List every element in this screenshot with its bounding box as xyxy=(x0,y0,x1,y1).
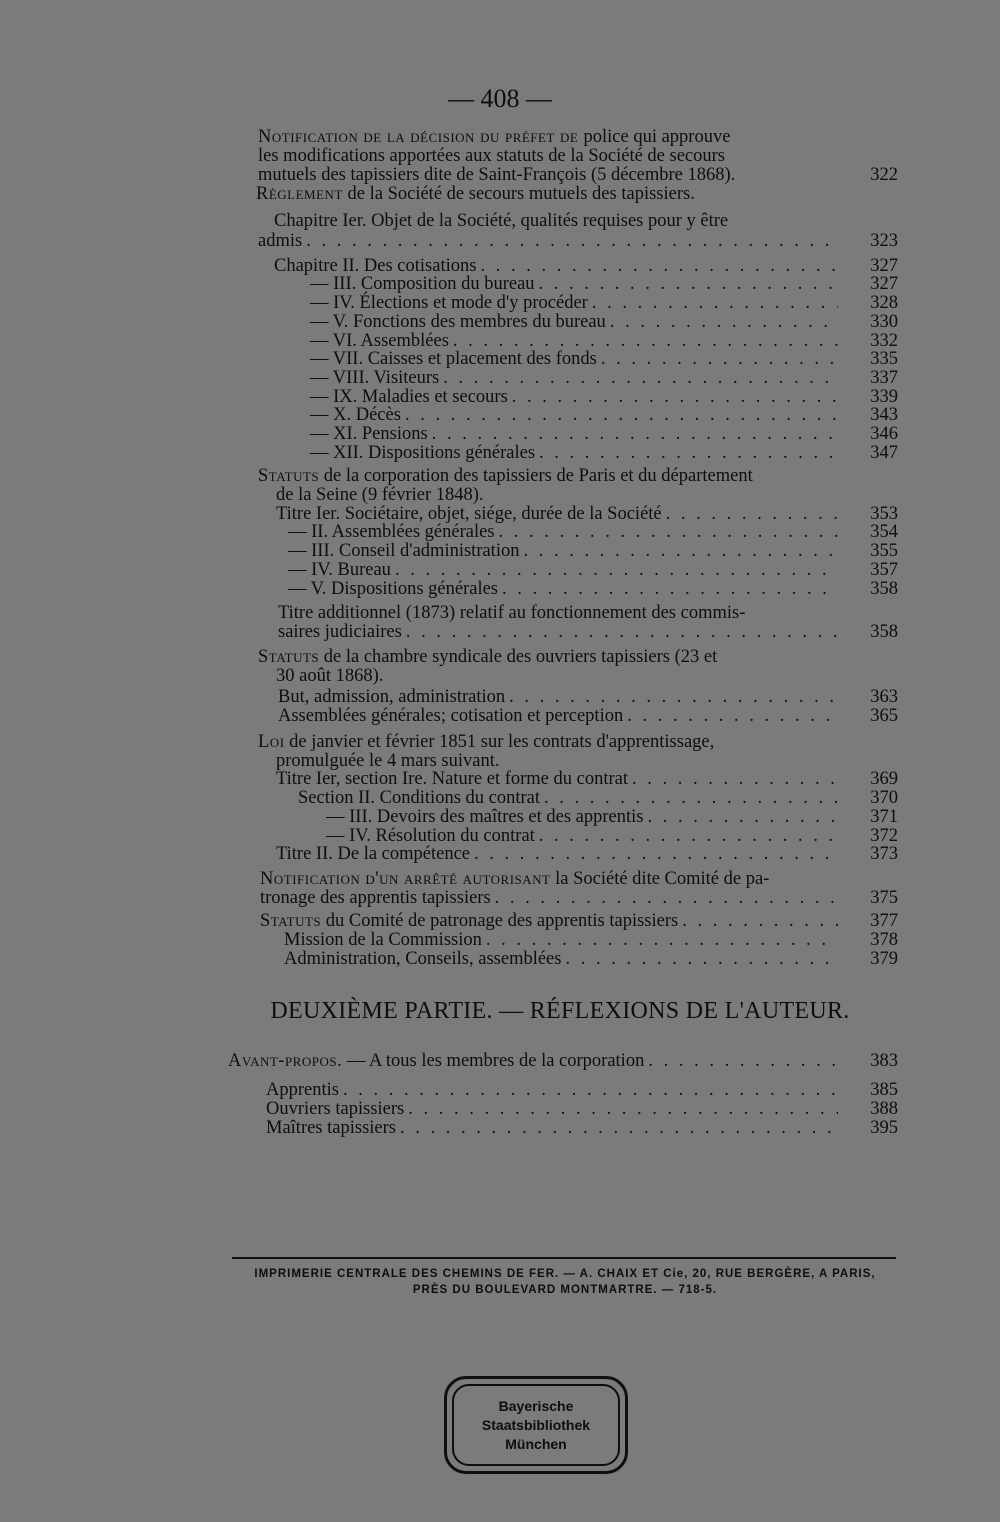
toc-page-number xyxy=(858,183,898,205)
toc-entry-text: Administration, Conseils, assemblées xyxy=(284,949,562,969)
toc-page-number: 363 xyxy=(870,687,898,707)
toc-entry xyxy=(278,705,842,727)
toc-entry-text: — V. Fonctions des membres du bureau xyxy=(310,312,606,332)
toc-page-number: 365 xyxy=(870,706,898,726)
toc-entry-text: — III. Conseil d'administration xyxy=(288,541,520,561)
toc-entry-text: Règlement de la Société de secours mutuels des tapissiers. xyxy=(256,184,695,204)
stamp-line-1: Bayerische xyxy=(498,1397,574,1414)
toc-page-number: 369 xyxy=(870,769,898,789)
toc-page-number: 328 xyxy=(870,293,898,313)
stamp-line-2: Staatsbibliothek xyxy=(481,1416,591,1433)
toc-entry-text: promulguée le 4 mars suivant. xyxy=(276,751,500,771)
dot-leader xyxy=(648,1050,838,1072)
toc-entry-text: Section II. Conditions du contrat xyxy=(298,788,541,808)
toc-entry-text: — XII. Dispositions générales xyxy=(310,443,536,463)
footer-rule xyxy=(232,1257,896,1259)
toc-entry-text: — V. Dispositions générales xyxy=(288,579,499,599)
toc-entry-text: Mission de la Commission xyxy=(284,930,482,950)
toc-entry-text: Chapitre Ier. Objet de la Société, qualités requises pour y être xyxy=(274,211,729,231)
toc-entry-text: les modifications apportées aux statuts de la Société de secours xyxy=(258,146,725,166)
toc-entry-text: — IX. Maladies et secours xyxy=(310,387,508,407)
toc-page-number: 347 xyxy=(870,443,898,463)
imprint-line-2: PRÈS DU BOULEVARD MONTMARTRE. — 718-5. xyxy=(412,1284,718,1296)
toc-entry-text: Statuts de la chambre syndicale des ouvriers tapissiers (23 et xyxy=(258,647,718,667)
toc-page-number: 373 xyxy=(870,844,898,864)
toc-page-number: 377 xyxy=(870,911,898,931)
toc-entry-text: de la Seine (9 février 1848). xyxy=(276,485,484,505)
dot-leader xyxy=(306,230,838,252)
dot-leader xyxy=(565,948,838,970)
dot-leader xyxy=(539,442,838,464)
toc-entry xyxy=(256,183,842,205)
library-stamp xyxy=(444,1376,628,1474)
toc-entry-text: Notification de la décision du préfet de police qui approuve xyxy=(258,127,731,147)
toc-page-number: 358 xyxy=(870,579,898,599)
toc-entry xyxy=(276,843,842,865)
toc-page-number: 379 xyxy=(870,949,898,969)
toc-page-number: 355 xyxy=(870,541,898,561)
toc-entry-text: saires judiciaires xyxy=(278,622,402,642)
toc-page-number: 335 xyxy=(870,349,898,369)
toc-entry-text: 30 août 1868). xyxy=(276,666,384,686)
toc-page-number: 322 xyxy=(870,165,898,185)
toc-entry xyxy=(258,230,842,252)
toc-page-number: 354 xyxy=(870,522,898,542)
toc-page-number xyxy=(858,210,898,232)
page-number: — 408 — xyxy=(448,84,552,113)
toc-entry xyxy=(274,210,842,232)
toc-entry xyxy=(228,1050,842,1072)
toc-page-number: 353 xyxy=(870,504,898,524)
toc-entry-text: Chapitre II. Des cotisations xyxy=(274,256,477,276)
toc-entry-text: — X. Décès xyxy=(310,405,401,425)
toc-page-number: 370 xyxy=(870,788,898,808)
toc-entry-text: Maîtres tapissiers xyxy=(266,1118,396,1138)
dot-leader xyxy=(400,1117,838,1139)
toc-entry-text: Assemblées générales; cotisation et perception xyxy=(278,706,624,726)
toc-page-number: 383 xyxy=(870,1051,898,1071)
toc-entry-text: — IV. Résolution du contrat xyxy=(326,826,535,846)
toc-page-number: 327 xyxy=(870,256,898,276)
toc-entry xyxy=(278,621,842,643)
toc-entry-text: — IV. Élections et mode d'y procéder xyxy=(310,293,588,313)
part-heading: DEUXIÈME PARTIE. — RÉFLEXIONS DE L'AUTEUR. xyxy=(270,998,850,1024)
toc-page-number: 358 xyxy=(870,622,898,642)
toc-page-number: 378 xyxy=(870,930,898,950)
toc-entry-text: mutuels des tapissiers dite de Saint-François (5 décembre 1868). xyxy=(258,165,736,185)
toc-page-number: 371 xyxy=(870,807,898,827)
stamp-line-3: München xyxy=(505,1435,567,1452)
toc-page-number: 385 xyxy=(870,1080,898,1100)
toc-entry-text: — III. Devoirs des maîtres et des apprentis xyxy=(326,807,644,827)
toc-page-number: 346 xyxy=(870,424,898,444)
toc-page-number: 357 xyxy=(870,560,898,580)
toc-entry xyxy=(310,442,842,464)
toc-entry-text: — II. Assemblées générales xyxy=(288,522,495,542)
dot-leader xyxy=(495,887,838,909)
toc-entry-text: — VIII. Visiteurs xyxy=(310,368,440,388)
toc-entry xyxy=(266,1117,842,1139)
toc-entry-text: Notification d'un arrêté autorisant la Société dite Comité de pa- xyxy=(260,869,770,889)
toc-entry-text: Titre Ier. Sociétaire, objet, siége, durée de la Société xyxy=(276,504,662,524)
toc-page-number: 330 xyxy=(870,312,898,332)
toc-page-number: 372 xyxy=(870,826,898,846)
toc-page-number: 343 xyxy=(870,405,898,425)
toc-entry-text: Apprentis xyxy=(266,1080,339,1100)
toc-entry-text: But, admission, administration xyxy=(278,687,506,707)
toc-entry-text: — III. Composition du bureau xyxy=(310,274,535,294)
toc-entry-text: Avant-propos. — A tous les membres de la corporation xyxy=(228,1051,645,1071)
toc-page-number: 337 xyxy=(870,368,898,388)
toc-page-number: 388 xyxy=(870,1099,898,1119)
toc-entry-text: Loi de janvier et février 1851 sur les contrats d'apprentissage, xyxy=(258,732,715,752)
toc-entry-text: Statuts du Comité de patronage des apprentis tapissiers xyxy=(260,911,679,931)
toc-entry-text: admis xyxy=(258,231,303,251)
toc-entry xyxy=(260,887,842,909)
toc-page-number: 339 xyxy=(870,387,898,407)
imprint-line-1: IMPRIMERIE CENTRALE DES CHEMINS DE FER. — A. CHAIX ET Cie, 20, RUE BERGÈRE, A PARIS, xyxy=(254,1268,876,1280)
toc-page-number: 395 xyxy=(870,1118,898,1138)
toc-entry-text: Titre additionnel (1873) relatif au fonctionnement des commis- xyxy=(278,603,746,623)
toc-entry-text: Ouvriers tapissiers xyxy=(266,1099,405,1119)
toc-entry-text: Statuts de la corporation des tapissiers de Paris et du département xyxy=(258,466,753,486)
toc-entry-text: — VI. Assemblées xyxy=(310,331,449,351)
toc-entry xyxy=(276,665,842,687)
dot-leader xyxy=(474,843,838,865)
toc-entry-text: — IV. Bureau xyxy=(288,560,391,580)
dot-leader xyxy=(406,621,838,643)
toc-page-number: 375 xyxy=(870,888,898,908)
toc-entry-text: tronage des apprentis tapissiers xyxy=(260,888,491,908)
toc-entry-text: — XI. Pensions xyxy=(310,424,428,444)
toc-entry xyxy=(284,948,842,970)
toc-page-number: 323 xyxy=(870,231,898,251)
toc-entry-text: Titre II. De la compétence xyxy=(276,844,471,864)
toc-page-number xyxy=(858,665,898,687)
toc-page-number: 327 xyxy=(870,274,898,294)
toc-entry-text: — VII. Caisses et placement des fonds xyxy=(310,349,597,369)
dot-leader xyxy=(627,705,838,727)
dot-leader xyxy=(502,578,838,600)
toc-page-number: 332 xyxy=(870,331,898,351)
toc-entry xyxy=(288,578,842,600)
toc-entry-text: Titre Ier, section Ire. Nature et forme du contrat xyxy=(276,769,628,789)
